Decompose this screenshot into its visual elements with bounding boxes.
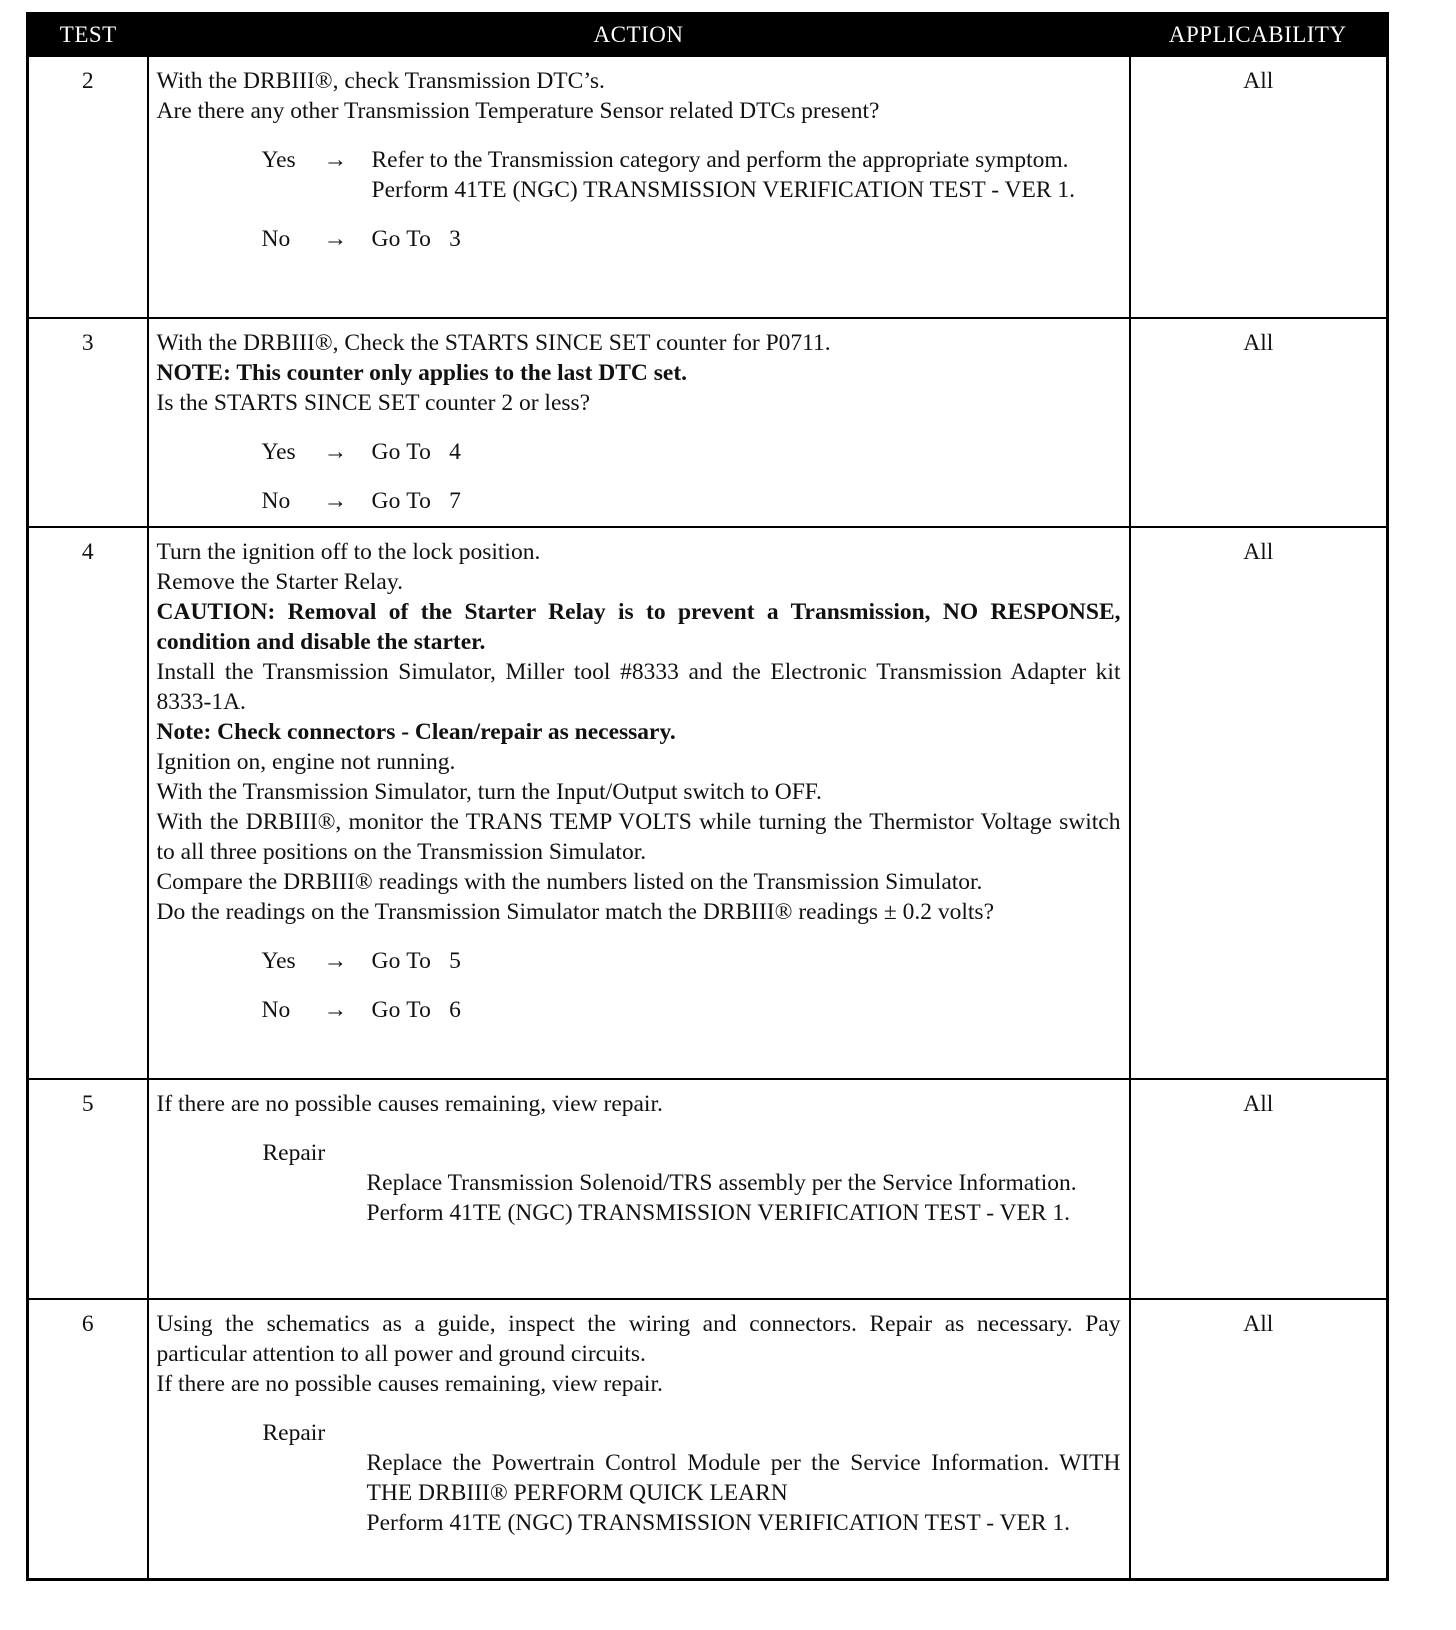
no-result: [372, 486, 1121, 516]
table-row: [28, 318, 1388, 527]
arrow-icon: →: [323, 948, 347, 974]
caution-text: CAUTION: Removal of the Starter Relay is to prevent a Transmission, NO RESPONSE, condition and disable the starter.: [156, 599, 1121, 655]
action-text: Install the Transmission Simulator, Miller tool #8333 and the Electronic Transmission Adapter kit 8333-1A.: [156, 659, 1121, 715]
yes-answer: [262, 946, 1121, 976]
yes-result: [372, 145, 1121, 205]
action-text: Remove the Starter Relay.: [156, 569, 403, 595]
goto-test-number: 4: [449, 439, 461, 465]
table-row: [28, 56, 1388, 318]
table-row: [28, 527, 1388, 1079]
yes-result-text: Refer to the Transmission category and perform the appropriate symptom.: [371, 147, 1069, 173]
applicability-cell: All: [1130, 527, 1388, 1079]
goto-test-number: 3: [449, 226, 461, 252]
test-number: 2: [28, 56, 148, 318]
test-number: 3: [28, 318, 148, 527]
table-header: [28, 14, 1388, 57]
action-text: With the DRBIII®, Check the STARTS SINCE SET counter for P0711.: [156, 330, 831, 356]
test-number: 4: [28, 527, 148, 1079]
action-question: Do the readings on the Transmission Simulator match the DRBIII® readings ± 0.2 volts?: [156, 899, 994, 925]
no-result: [372, 224, 1121, 254]
applicability-cell: All: [1130, 56, 1388, 318]
repair-label: Repair: [262, 1420, 326, 1446]
note-text: NOTE: This counter only applies to the last DTC set.: [156, 360, 688, 386]
action-cell: [148, 1079, 1130, 1299]
repair-block: [263, 1138, 1121, 1228]
diagnostic-test-table: [26, 12, 1389, 1581]
arrow-icon: →: [323, 439, 347, 465]
no-result: [372, 995, 1121, 1025]
yes-label: Yes: [261, 147, 296, 173]
no-label: No: [261, 226, 291, 252]
action-question: Are there any other Transmission Temperature Sensor related DTCs present?: [156, 98, 880, 124]
no-label: No: [261, 488, 291, 514]
goto-test-number: 6: [449, 997, 461, 1023]
applicability-cell: All: [1130, 318, 1388, 527]
yes-label: Yes: [261, 948, 296, 974]
yes-answer: [262, 437, 1121, 467]
no-answer: [262, 995, 1121, 1025]
arrow-icon: →: [323, 997, 347, 1023]
action-cell: [148, 527, 1130, 1079]
table-row: [28, 1079, 1388, 1299]
action-text: Using the schematics as a guide, inspect the wiring and connectors. Repair as necessary. Pay particular attention to all power and ground circuits.: [156, 1311, 1121, 1367]
yes-result: [372, 437, 1121, 467]
yes-result-text: Perform 41TE (NGC) TRANSMISSION VERIFICATION TEST - VER 1.: [371, 177, 1075, 203]
diagnostic-document: [26, 12, 1386, 1581]
action-cell: [148, 318, 1130, 527]
goto-test-number: 7: [449, 488, 461, 514]
action-text: With the Transmission Simulator, turn the Input/Output switch to OFF.: [156, 779, 822, 805]
action-text: With the DRBIII®, monitor the TRANS TEMP VOLTS while turning the Thermistor Voltage switch to all three positions on the Transmission Simulator.: [156, 809, 1121, 865]
no-answer: [262, 224, 1121, 254]
repair-block: [263, 1418, 1121, 1538]
repair-label: Repair: [262, 1140, 326, 1166]
header-action: ACTION: [148, 14, 1130, 57]
arrow-icon: →: [323, 226, 347, 252]
test-number: 6: [28, 1299, 148, 1579]
no-answer: [262, 486, 1121, 516]
no-label: No: [261, 997, 291, 1023]
arrow-icon: →: [323, 147, 347, 173]
yes-answer: [262, 145, 1121, 205]
action-text: Ignition on, engine not running.: [156, 749, 456, 775]
goto-label: Go To: [371, 226, 432, 252]
note-text: Note: Check connectors - Clean/repair as necessary.: [156, 719, 676, 745]
repair-text: Replace the Powertrain Control Module per the Service Information. WITH THE DRBIII® PERFORM QUICK LEARN: [366, 1450, 1121, 1506]
arrow-icon: →: [323, 488, 347, 514]
applicability-cell: All: [1130, 1079, 1388, 1299]
yes-result: [372, 946, 1121, 976]
yes-label: Yes: [261, 439, 296, 465]
test-number: 5: [28, 1079, 148, 1299]
action-text: Compare the DRBIII® readings with the numbers listed on the Transmission Simulator.: [156, 869, 983, 895]
header-applicability: APPLICABILITY: [1130, 14, 1388, 57]
action-text: With the DRBIII®, check Transmission DTC’s.: [156, 68, 605, 94]
action-cell: [148, 56, 1130, 318]
applicability-cell: All: [1130, 1299, 1388, 1579]
action-text: If there are no possible causes remaining, view repair.: [156, 1371, 663, 1397]
table-row: [28, 1299, 1388, 1579]
repair-text: Perform 41TE (NGC) TRANSMISSION VERIFICATION TEST - VER 1.: [366, 1200, 1070, 1226]
goto-test-number: 5: [449, 948, 461, 974]
action-text: Turn the ignition off to the lock position.: [156, 539, 541, 565]
action-cell: [148, 1299, 1130, 1579]
action-text: If there are no possible causes remaining, view repair.: [156, 1091, 663, 1117]
goto-label: Go To: [371, 488, 432, 514]
action-question: Is the STARTS SINCE SET counter 2 or less?: [156, 390, 591, 416]
repair-text: Perform 41TE (NGC) TRANSMISSION VERIFICATION TEST - VER 1.: [366, 1510, 1070, 1536]
goto-label: Go To: [371, 439, 432, 465]
repair-text: Replace Transmission Solenoid/TRS assembly per the Service Information.: [366, 1170, 1077, 1196]
goto-label: Go To: [371, 997, 432, 1023]
goto-label: Go To: [371, 948, 432, 974]
header-test: TEST: [28, 14, 148, 57]
